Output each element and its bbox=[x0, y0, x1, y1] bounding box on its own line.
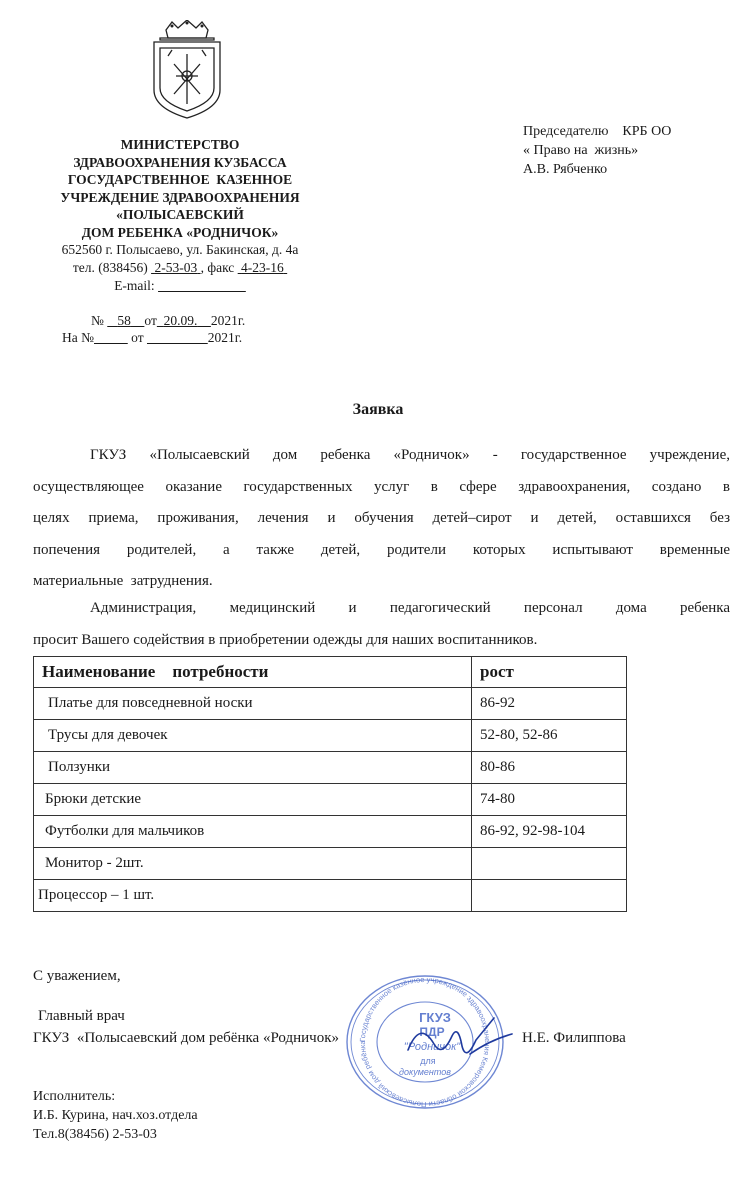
reference-numbers bbox=[62, 312, 245, 346]
incoming-reference: На № от 2021г. bbox=[62, 330, 243, 345]
item-cell: Платье для повседневной носки bbox=[34, 688, 472, 720]
paragraph-line: материальные затруднения. bbox=[33, 573, 213, 589]
size-cell: 52-80, 52-86 bbox=[472, 720, 627, 752]
executor-person: И.Б. Курина, нач.хоз.отдела bbox=[33, 1108, 198, 1123]
table-row bbox=[34, 784, 627, 816]
size-cell: 86-92 bbox=[472, 688, 627, 720]
stamp-center-line: ПДР bbox=[419, 1025, 445, 1039]
table-row bbox=[34, 880, 627, 912]
org-line: «ПОЛЫСАЕВСКИЙ bbox=[116, 207, 244, 222]
item-cell: Брюки детские bbox=[34, 784, 472, 816]
size-cell bbox=[472, 848, 627, 880]
org-line: ДОМ РЕБЕНКА «РОДНИЧОК» bbox=[81, 224, 279, 240]
column-header-item: Наименование потребности bbox=[34, 657, 472, 688]
recipient-line: А.В. Рябченко bbox=[523, 162, 608, 177]
email-label: E-mail: bbox=[114, 278, 155, 293]
org-line: УЧРЕЖДЕНИЕ ЗДРАВООХРАНЕНИЯ bbox=[60, 189, 300, 205]
signatory-position: Главный врач bbox=[38, 1008, 125, 1024]
fax-label: , факс bbox=[200, 260, 235, 275]
body-paragraph-1 bbox=[33, 440, 730, 598]
table-row bbox=[34, 816, 627, 848]
size-cell: 74-80 bbox=[472, 784, 627, 816]
recipient-line: Председателю КРБ ОО bbox=[523, 124, 672, 139]
size-cell bbox=[472, 880, 627, 912]
item-cell: Монитор - 2шт. bbox=[34, 848, 472, 880]
stamp-center-line: "Родничок" bbox=[403, 1041, 461, 1053]
document-title: Заявка bbox=[352, 401, 404, 418]
org-line: МИНИСТЕРСТВО bbox=[120, 137, 240, 152]
item-cell: Трусы для девочек bbox=[34, 720, 472, 752]
item-cell: Футболки для мальчиков bbox=[34, 816, 472, 848]
stamp-center-line: для bbox=[420, 1056, 436, 1066]
executor-label: Исполнитель: bbox=[33, 1089, 116, 1104]
table-row bbox=[34, 720, 627, 752]
paragraph-line: ГКУЗ «Полысаевский дом ребенка «Родничок» - государственное учреждение, bbox=[90, 447, 730, 463]
table-row bbox=[34, 752, 627, 784]
email-blank bbox=[158, 278, 246, 293]
size-cell: 86-92, 92-98-104 bbox=[472, 816, 627, 848]
signatory-name: Н.Е. Филиппова bbox=[522, 1030, 626, 1046]
signatory-organization: ГКУЗ «Полысаевский дом ребёнка «Родничок» bbox=[33, 1030, 339, 1046]
table-header-row bbox=[34, 657, 627, 688]
table-row bbox=[34, 848, 627, 880]
org-line: ЗДРАВООХРАНЕНИЯ КУЗБАССА bbox=[73, 154, 287, 170]
paragraph-line: Администрация, медицинский и педагогический персонал дома ребенка bbox=[90, 600, 730, 616]
recipient-line: « Право на жизнь» bbox=[523, 143, 639, 158]
outgoing-reference: № 58 от 20.09. 2021г. bbox=[91, 313, 246, 328]
item-cell: Процессор – 1 шт. bbox=[34, 880, 472, 912]
coat-of-arms-emblem bbox=[146, 20, 228, 120]
paragraph-line: осуществляющее оказание государственных услуг в сфере здравоохранения, создано в bbox=[33, 478, 730, 495]
handwritten-signature bbox=[400, 1010, 520, 1070]
email-line bbox=[30, 277, 330, 295]
needs-table bbox=[33, 656, 627, 912]
executor-phone: Тел.8(38456) 2-53-03 bbox=[33, 1127, 157, 1142]
body-paragraph-2 bbox=[33, 593, 730, 656]
phone-label: тел. (838456) bbox=[72, 260, 148, 275]
paragraph-line: попечения родителей, а также детей, родители которых испытывают временные bbox=[33, 541, 730, 558]
org-line: ГОСУДАРСТВЕННОЕ КАЗЕННОЕ bbox=[67, 172, 293, 187]
size-cell: 80-86 bbox=[472, 752, 627, 784]
stamp-ring-text: Государственное казённое учреждение здравоохранения Кемеровской области Полысаевский дом ребёнка bbox=[357, 974, 493, 1110]
column-header-size: рост bbox=[472, 657, 627, 688]
address: 652560 г. Полысаево, ул. Бакинская, д. 4а bbox=[61, 242, 299, 257]
organization-contacts bbox=[30, 241, 330, 295]
recipient-block bbox=[523, 122, 671, 179]
phone-fax-line bbox=[30, 259, 330, 277]
stamp-center-line: ГКУЗ bbox=[419, 1010, 451, 1025]
fax-number: 4-23-16 bbox=[241, 260, 284, 275]
phone-number: 2-53-03 bbox=[154, 260, 198, 275]
paragraph-line: целях приема, проживания, лечения и обучения детей–сирот и детей, оставшихся без bbox=[33, 510, 730, 526]
paragraph-line: просит Вашего содействия в приобретении одежды для наших воспитанников. bbox=[33, 631, 538, 648]
table-row bbox=[34, 688, 627, 720]
executor-block bbox=[33, 1087, 198, 1144]
organization-name bbox=[30, 136, 330, 241]
item-cell: Ползунки bbox=[34, 752, 472, 784]
stamp-center-line: документов bbox=[399, 1067, 451, 1077]
closing-regards: С уважением, bbox=[33, 968, 121, 984]
